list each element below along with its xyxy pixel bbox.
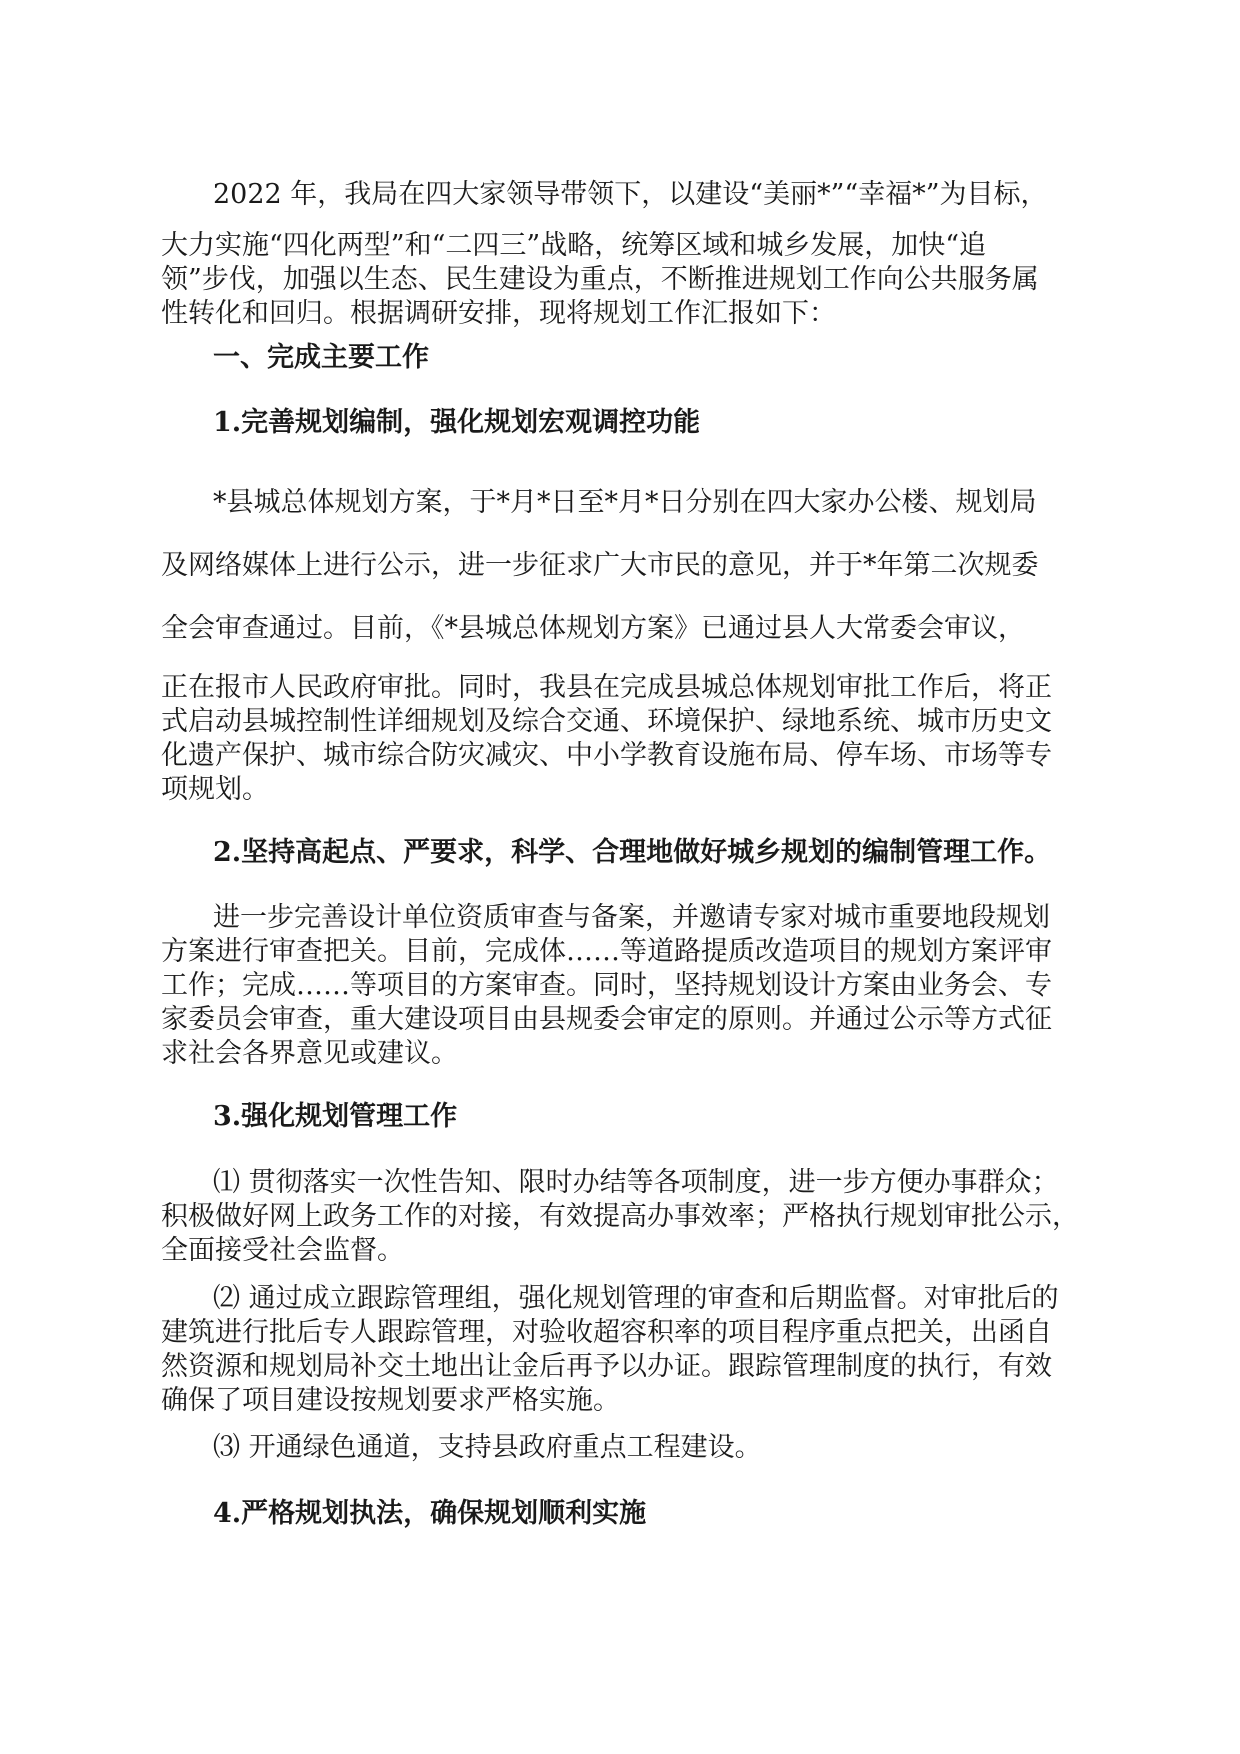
text-line: ⑶ 开通绿色通道，支持县政府重点工程建设。 — [213, 1432, 762, 1463]
text-line: 性转化和回归。根据调研安排，现将规划工作汇报如下： — [161, 298, 836, 329]
text-line: 全面接受社会监督。 — [161, 1235, 404, 1266]
text-line: ⑵ 通过成立跟踪管理组，强化规划管理的审查和后期监督。对审批后的 — [213, 1283, 1059, 1314]
text-line: ⑴ 贯彻落实一次性告知、限时办结等各项制度，进一步方便办事群众； — [213, 1167, 1059, 1198]
text-line: 家委员会审查，重大建设项目由县规委会审定的原则。并通过公示等方式征 — [161, 1004, 1052, 1035]
text-line: 确保了项目建设按规划要求严格实施。 — [161, 1385, 620, 1416]
intro-paragraph — [161, 178, 1086, 331]
text-line: 方案进行审查把关。目前，完成体……等道路提质改造项目的规划方案评审 — [161, 936, 1052, 967]
text-line: 2022 年，我局在四大家领导带领下，以建设“美丽*”“幸福*”为目标， — [213, 179, 1048, 210]
item3-paragraph-1 — [161, 1166, 1086, 1268]
text-line: 积极做好网上政务工作的对接，有效提高办事效率；严格执行规划审批公示， — [161, 1201, 1079, 1232]
text-line: 大力实施“四化两型”和“二四三”战略，统筹区域和城乡发展，加快“追 — [161, 230, 987, 261]
item-heading-4: 4.严格规划执法，确保规划顺利实施 — [213, 1498, 647, 1529]
section-heading: 一、完成主要工作 — [213, 342, 429, 373]
text-line: 然资源和规划局补交土地出让金后再予以办证。跟踪管理制度的执行，有效 — [161, 1351, 1052, 1382]
text-line: 正在报市人民政府审批。同时，我县在完成县城总体规划审批工作后，将正 — [161, 672, 1052, 703]
item-heading-2: 2.坚持高起点、严要求，科学、合理地做好城乡规划的编制管理工作。 — [213, 837, 1052, 868]
text-line: 进一步完善设计单位资质审查与备案，并邀请专家对城市重要地段规划 — [213, 902, 1050, 933]
item1-paragraph-b — [161, 671, 1086, 807]
item-heading-1: 1.完善规划编制，强化规划宏观调控功能 — [213, 407, 701, 438]
text-line: 全会审查通过。目前，《*县城总体规划方案》已通过县人大常委会审议， — [161, 613, 1025, 644]
text-line: *县城总体规划方案，于*月*日至*月*日分别在四大家办公楼、规划局 — [213, 487, 1037, 518]
item3-paragraph-2 — [161, 1282, 1086, 1418]
item1-paragraph-a — [161, 486, 1086, 675]
text-line: 工作；完成……等项目的方案审查。同时，坚持规划设计方案由业务会、专 — [161, 970, 1052, 1001]
item3-paragraph-3 — [161, 1431, 1086, 1465]
text-line: 式启动县城控制性详细规划及综合交通、环境保护、绿地系统、城市历史文 — [161, 706, 1052, 737]
item-heading-3: 3.强化规划管理工作 — [213, 1101, 458, 1132]
text-line: 领”步伐，加强以生态、民生建设为重点，不断推进规划工作向公共服务属 — [161, 264, 1039, 295]
text-line: 求社会各界意见或建议。 — [161, 1038, 458, 1069]
text-line: 项规划。 — [161, 774, 269, 805]
text-line: 化遗产保护、城市综合防灾减灾、中小学教育设施布局、停车场、市场等专 — [161, 740, 1052, 771]
text-line: 建筑进行批后专人跟踪管理，对验收超容积率的项目程序重点把关，出函自 — [161, 1317, 1052, 1348]
item2-paragraph — [161, 901, 1086, 1071]
text-line: 及网络媒体上进行公示，进一步征求广大市民的意见，并于*年第二次规委 — [161, 550, 1039, 581]
